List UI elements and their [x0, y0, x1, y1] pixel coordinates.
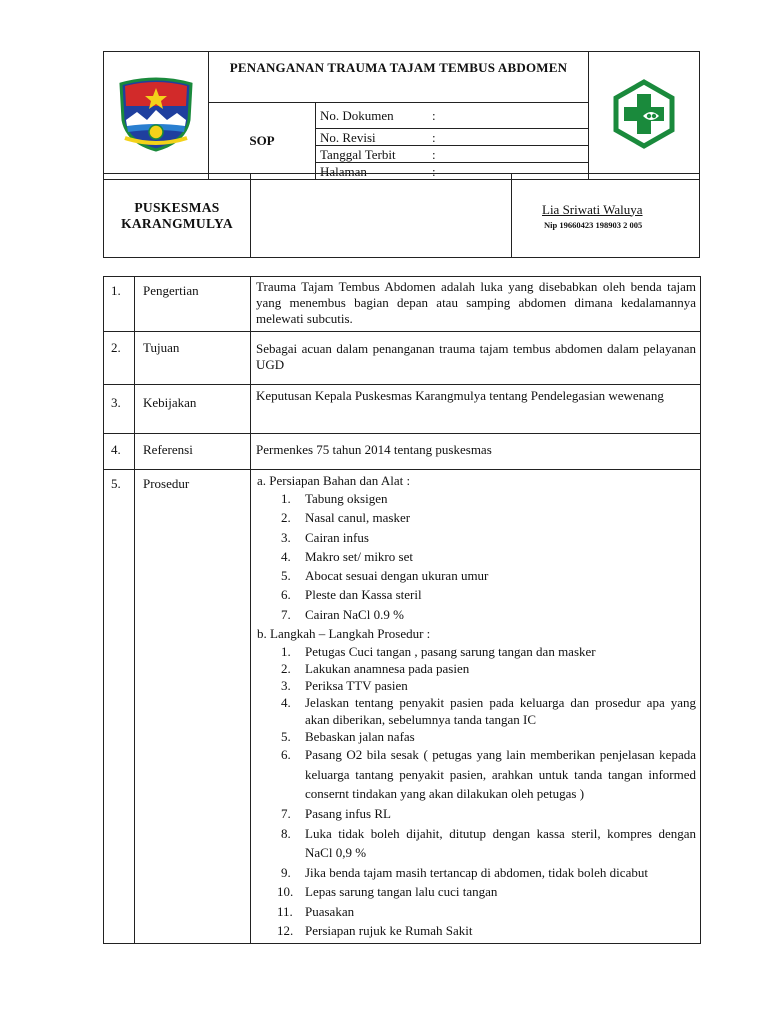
row-number: 3. [104, 385, 135, 434]
document-title [209, 52, 589, 103]
item-text: Makro set/ mikro set [305, 548, 413, 564]
item-text: Petugas Cuci tangan , pasang sarung tangan dan masker [305, 644, 596, 660]
item-text: Jika benda tajam masih tertancap di abdomen, tidak boleh dicabut [305, 864, 648, 880]
item-number: 3. [281, 678, 291, 694]
item-text: Cairan infus [305, 529, 369, 545]
puskesmas-logo-icon [609, 79, 679, 149]
row-text: Keputusan Kepala Puskesmas Karangmulya tentang Pendelegasian wewenang [251, 385, 701, 434]
sop-content-table [103, 276, 701, 944]
institution-line1: PUSKESMAS [134, 199, 220, 215]
item-number: 5. [281, 568, 291, 584]
row-text: Permenkes 75 tahun 2014 tentang puskesmas [251, 434, 701, 470]
list-item [255, 921, 696, 941]
field-label: Tanggal Terbit [320, 146, 396, 162]
table-row [104, 470, 701, 944]
list-b [255, 643, 696, 941]
field-tanggal-terbit [316, 146, 589, 163]
item-number: 12. [277, 923, 294, 939]
table-row [104, 385, 701, 434]
list-item [255, 694, 696, 728]
item-text: Cairan NaCl 0.9 % [305, 606, 404, 622]
item-number: 6. [281, 747, 291, 763]
field-no-revisi [316, 129, 589, 146]
sop-header-table [103, 51, 700, 180]
item-text: Tabung oksigen [305, 491, 388, 506]
list-item [255, 863, 696, 883]
list-a [255, 489, 696, 624]
row-number: 5. [104, 470, 135, 944]
list-item [255, 643, 696, 660]
field-value: : [432, 146, 436, 162]
item-text: Jelaskan tentang penyakit pasien pada keluarga dan prosedur apa yang akan diberikan, sebelumnya tanda tangan IC [305, 695, 696, 728]
list-item [255, 824, 696, 863]
list-item [255, 677, 696, 694]
item-number: 3. [281, 529, 291, 545]
item-number: 8. [281, 825, 291, 841]
item-number: 9. [281, 864, 291, 880]
row-number: 2. [104, 332, 135, 385]
item-number: 7. [281, 805, 291, 821]
row-text: Trauma Tajam Tembus Abdomen adalah luka yang disebabkan oleh benda tajam yang menembus bagian depan atau samping abdomen dimana kedalamannya melewati subcutis. [251, 277, 701, 332]
item-number: 11. [277, 903, 293, 919]
sop-header-bottom [103, 173, 700, 258]
signatory-name: Lia Sriwati Waluya [542, 201, 643, 217]
table-row [104, 434, 701, 470]
field-label: No. Dokumen [320, 108, 394, 123]
row-label: Referensi [135, 434, 251, 470]
row-number: 4. [104, 434, 135, 470]
item-text: Persiapan rujuk ke Rumah Sakit [305, 923, 473, 939]
sop-label-cell [209, 103, 316, 180]
item-number: 6. [281, 587, 291, 603]
item-number: 10. [277, 884, 294, 900]
item-number: 7. [281, 606, 291, 622]
health-logo-cell [589, 52, 700, 180]
field-no-dokumen [316, 103, 589, 129]
regional-logo-cell [104, 52, 209, 180]
item-text: Lakukan anamnesa pada pasien [305, 661, 470, 677]
item-number: 1. [281, 644, 291, 660]
institution-cell [104, 174, 251, 258]
list-item [255, 508, 696, 527]
list-item [255, 489, 696, 508]
list-item [255, 585, 696, 604]
section-a-heading: a. Persiapan Bahan dan Alat : [257, 473, 411, 488]
title-text: PENANGANAN TRAUMA TAJAM TEMBUS ABDOMEN [229, 60, 568, 75]
field-value: : [432, 108, 436, 123]
field-label: No. Revisi [320, 129, 376, 145]
item-text: Bebaskan jalan nafas [305, 729, 415, 745]
row-text: Sebagai acuan dalam penanganan trauma tajam tembus abdomen dalam pelayanan UGD [251, 332, 701, 385]
field-value: : [432, 129, 436, 145]
signatory-nip: Nip 19660423 198903 2 005 [544, 219, 643, 230]
institution-line2: KARANGMULYA [121, 215, 233, 231]
list-item [255, 804, 696, 824]
list-item [255, 528, 696, 547]
row-label: Pengertian [135, 277, 251, 332]
item-text: Pasang infus RL [305, 805, 391, 821]
list-item [255, 566, 696, 585]
list-item [255, 547, 696, 566]
item-number: 5. [281, 729, 291, 745]
list-item [255, 902, 696, 922]
table-row [104, 277, 701, 332]
list-item [255, 660, 696, 677]
procedure-cell [251, 470, 701, 944]
item-number: 2. [281, 661, 291, 677]
item-number: 1. [281, 491, 291, 506]
row-label: Kebijakan [135, 385, 251, 434]
regional-emblem-icon [115, 76, 197, 152]
item-number: 4. [281, 695, 291, 711]
item-text: Periksa TTV pasien [305, 678, 408, 694]
list-item [255, 728, 696, 745]
item-text: Pasang O2 bila sesak ( petugas yang lain memberikan penjelasan kepada keluarga tantang penyakit pasien, arahkan untuk tanda tangan informed consernt tindakan yang akan dilakukan oleh petugas ) [305, 747, 696, 802]
field-label: Halaman [320, 163, 367, 179]
signature-cell [512, 174, 700, 258]
item-text: Lepas sarung tangan lalu cuci tangan [305, 884, 498, 900]
sop-label: SOP [249, 133, 275, 148]
list-item [255, 882, 696, 902]
item-text: Luka tidak boleh dijahit, ditutup dengan kassa steril, kompres dengan NaCl 0,9 % [305, 825, 696, 861]
row-label: Prosedur [135, 470, 251, 944]
row-label: Tujuan [135, 332, 251, 385]
item-text: Nasal canul, masker [305, 510, 411, 526]
field-value: : [432, 163, 436, 179]
table-row [104, 332, 701, 385]
item-text: Puasakan [305, 903, 355, 919]
item-text: Pleste dan Kassa steril [305, 587, 422, 603]
item-text: Abocat sesuai dengan ukuran umur [305, 568, 489, 584]
item-number: 4. [281, 548, 291, 564]
item-number: 2. [281, 510, 291, 526]
blank-cell [251, 174, 512, 258]
list-item [255, 605, 696, 624]
list-item [255, 745, 696, 804]
row-number: 1. [104, 277, 135, 332]
section-b-heading: b. Langkah – Langkah Prosedur : [257, 626, 431, 642]
